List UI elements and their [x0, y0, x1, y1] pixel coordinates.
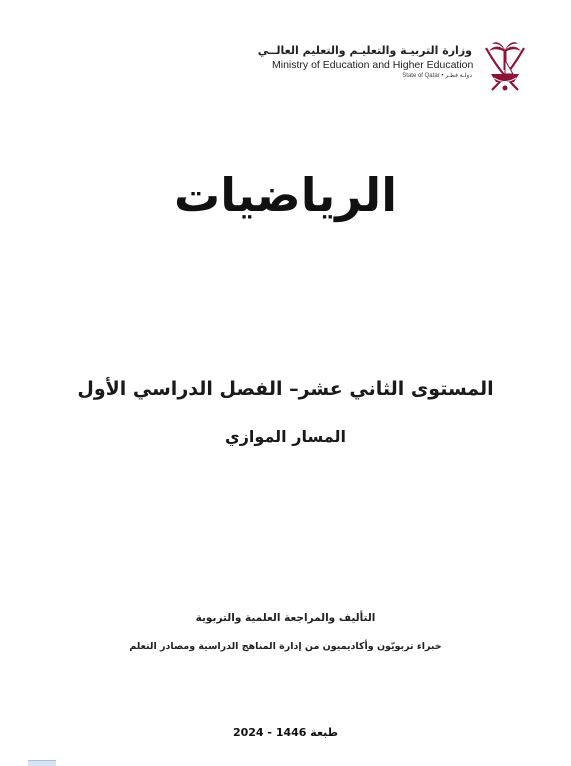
credits-heading: التأليف والمراجعة العلمية والتربوية: [195, 612, 376, 624]
ministry-name-arabic: وزارة التربيـة والتعليـم والتعليم العالــي: [257, 44, 472, 57]
subject-title: الرياضيات: [174, 168, 397, 222]
credits-text: خبراء تربويّون وأكاديميون من إدارة المناهج الدراسية ومصادر التعلم: [129, 641, 442, 652]
state-of-qatar-label: State of Qatar • دولـة قطـر: [402, 73, 472, 79]
ministry-name-block: [257, 44, 474, 81]
ministry-header: [257, 38, 530, 94]
qatar-emblem-icon: [480, 38, 530, 94]
ministry-name-english: Ministry of Education and Higher Education: [272, 59, 474, 71]
track-label: المسار الموازي: [225, 427, 346, 446]
grade-semester-label: المستوى الثاني عشر– الفصل الدراسي الأول: [77, 378, 494, 400]
page-corner-marker: [28, 760, 56, 766]
edition-label: طبعة 1446 - 2024: [232, 726, 339, 739]
